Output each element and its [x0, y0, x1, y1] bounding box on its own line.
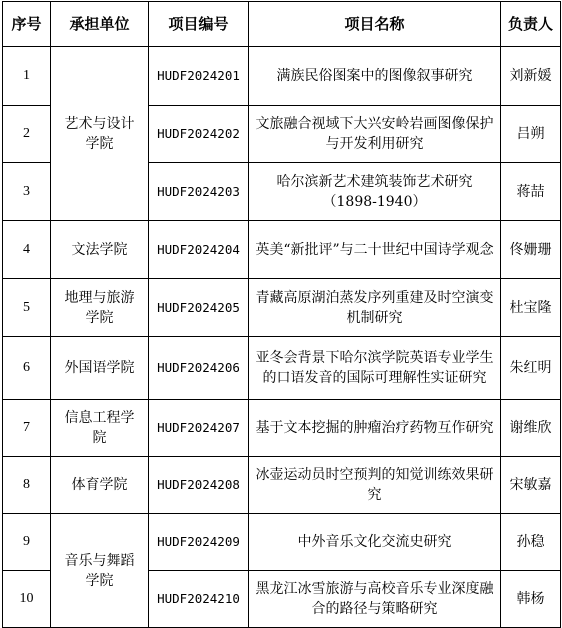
unit-cell: 地理与旅游学院 [51, 279, 149, 337]
seq-cell: 6 [3, 337, 51, 400]
lead-cell: 谢维欣 [501, 400, 561, 457]
name-cell: 英美“新批评”与二十世纪中国诗学观念 [249, 221, 501, 279]
unit-cell: 艺术与设计学院 [51, 47, 149, 221]
seq-cell: 9 [3, 514, 51, 571]
name-cell: 黑龙江冰雪旅游与高校音乐专业深度融合的路径与策略研究 [249, 571, 501, 628]
name-cell: 哈尔滨新艺术建筑装饰艺术研究（1898-1940） [249, 163, 501, 221]
lead-cell: 朱红明 [501, 337, 561, 400]
lead-cell: 宋敏嘉 [501, 457, 561, 514]
name-cell: 冰壶运动员时空预判的知觉训练效果研究 [249, 457, 501, 514]
code-cell: HUDF2024205 [149, 279, 249, 337]
seq-cell: 10 [3, 571, 51, 628]
unit-cell: 体育学院 [51, 457, 149, 514]
seq-cell: 8 [3, 457, 51, 514]
seq-cell: 3 [3, 163, 51, 221]
header-lead: 负责人 [501, 2, 561, 47]
code-cell: HUDF2024203 [149, 163, 249, 221]
header-seq: 序号 [3, 2, 51, 47]
table-row [3, 457, 561, 514]
table-row [3, 47, 561, 106]
lead-cell: 杜宝隆 [501, 279, 561, 337]
lead-cell: 刘新媛 [501, 47, 561, 106]
code-cell: HUDF2024204 [149, 221, 249, 279]
code-cell: HUDF2024202 [149, 106, 249, 163]
lead-cell: 佟姗珊 [501, 221, 561, 279]
code-cell: HUDF2024207 [149, 400, 249, 457]
table-row [3, 400, 561, 457]
unit-cell: 音乐与舞蹈学院 [51, 514, 149, 628]
code-cell: HUDF2024201 [149, 47, 249, 106]
code-cell: HUDF2024210 [149, 571, 249, 628]
header-code: 项目编号 [149, 2, 249, 47]
header-unit: 承担单位 [51, 2, 149, 47]
unit-cell: 文法学院 [51, 221, 149, 279]
code-cell: HUDF2024206 [149, 337, 249, 400]
seq-cell: 7 [3, 400, 51, 457]
unit-cell: 信息工程学院 [51, 400, 149, 457]
name-cell: 中外音乐文化交流史研究 [249, 514, 501, 571]
lead-cell: 孙稳 [501, 514, 561, 571]
name-cell: 满族民俗图案中的图像叙事研究 [249, 47, 501, 106]
seq-cell: 2 [3, 106, 51, 163]
lead-cell: 韩杨 [501, 571, 561, 628]
seq-cell: 5 [3, 279, 51, 337]
header-row [3, 2, 561, 47]
code-cell: HUDF2024209 [149, 514, 249, 571]
name-cell: 亚冬会背景下哈尔滨学院英语专业学生的口语发音的国际可理解性实证研究 [249, 337, 501, 400]
unit-cell: 外国语学院 [51, 337, 149, 400]
code-cell: HUDF2024208 [149, 457, 249, 514]
table-row [3, 221, 561, 279]
name-cell: 文旅融合视域下大兴安岭岩画图像保护与开发利用研究 [249, 106, 501, 163]
seq-cell: 4 [3, 221, 51, 279]
seq-cell: 1 [3, 47, 51, 106]
project-table [2, 1, 561, 628]
table-row [3, 279, 561, 337]
lead-cell: 蒋喆 [501, 163, 561, 221]
name-cell: 基于文本挖掘的肿瘤治疗药物互作研究 [249, 400, 501, 457]
table-row [3, 337, 561, 400]
lead-cell: 吕朔 [501, 106, 561, 163]
header-name: 项目名称 [249, 2, 501, 47]
table-row [3, 514, 561, 571]
name-cell: 青藏高原湖泊蒸发序列重建及时空演变机制研究 [249, 279, 501, 337]
